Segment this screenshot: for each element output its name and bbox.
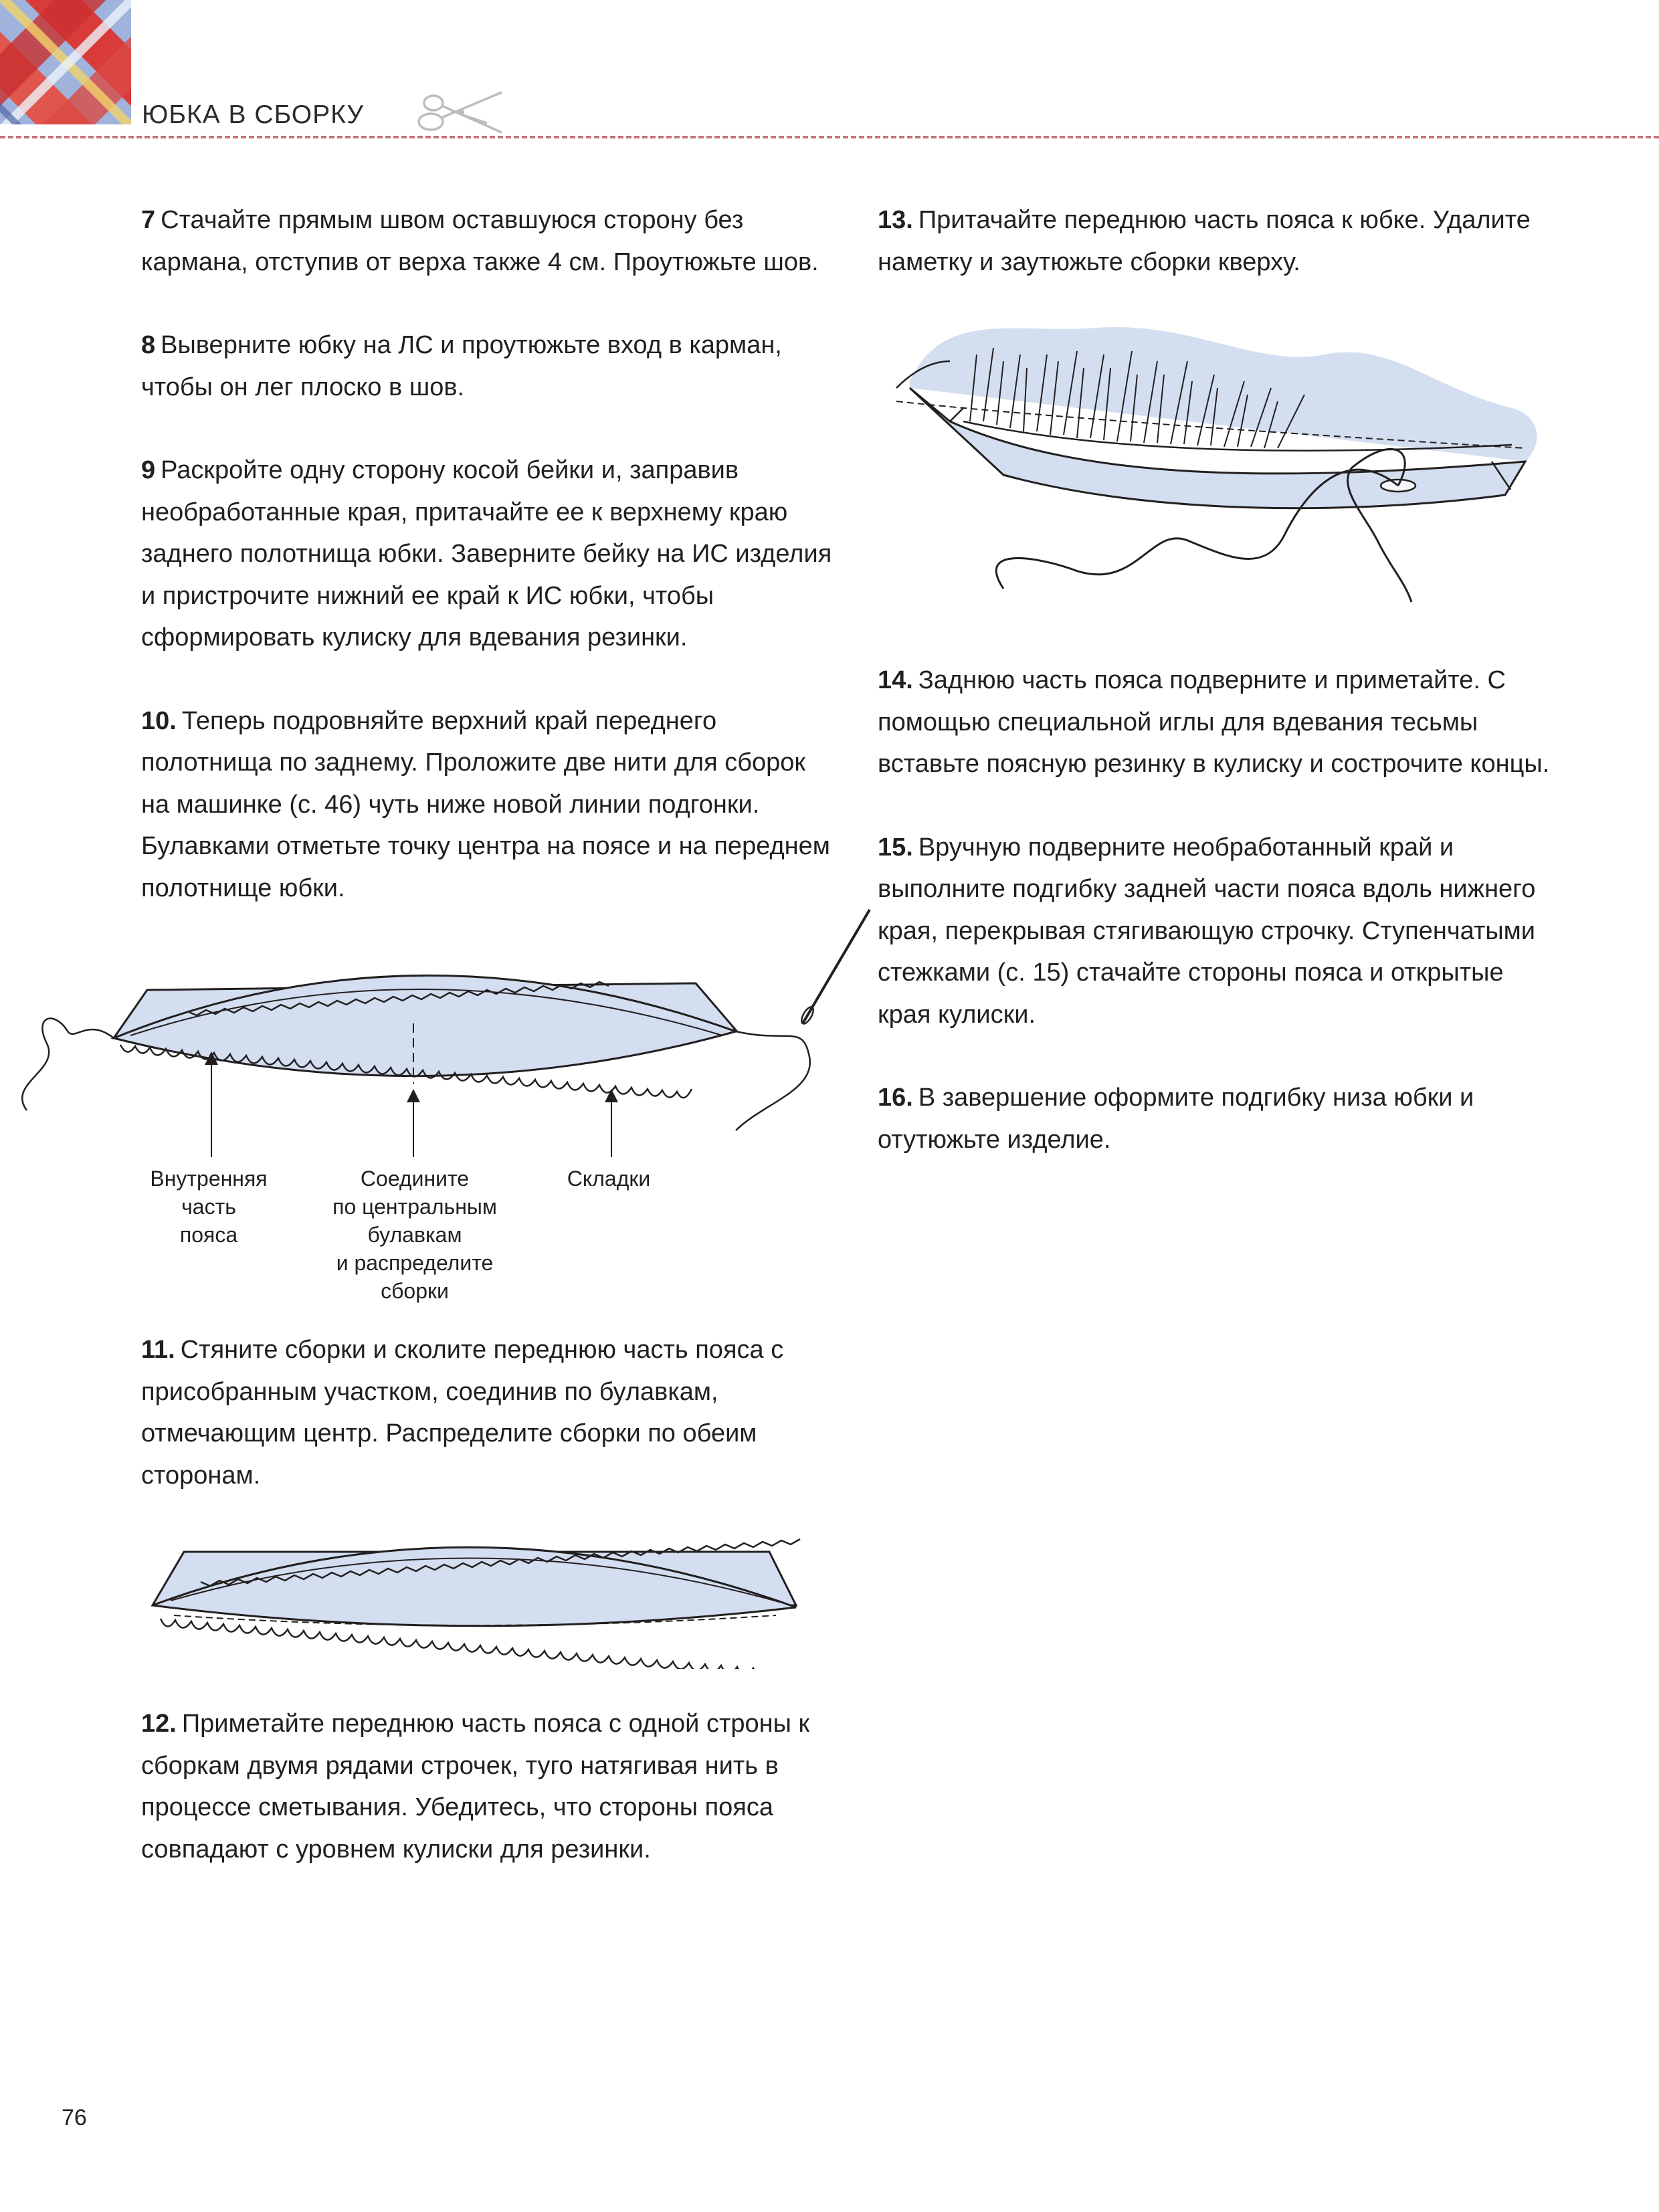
scissors-icon [413, 83, 504, 139]
step-16 [878, 1077, 1560, 1161]
section-title: ЮБКА В СБОРКУ [142, 100, 365, 129]
step-number: 12. [141, 1710, 177, 1738]
right-column-bottom [878, 660, 1560, 1161]
step-text: Теперь подровняйте верхний край переднего полотнища по заднему. Проложите две нити для сборок на машинке (с. 46) чуть ниже новой линии подгонки. Булавками отметьте точку центра на поясе и на переднем полотнище юбки. [141, 706, 830, 902]
label-line: Соедините [360, 1167, 470, 1191]
step-13-block [878, 199, 1560, 283]
step-7 [141, 199, 837, 283]
step-text: Приметайте переднюю часть пояса с одной строны к сборкам двумя рядами строчек, туго натягивая нить в процессе сметывания. Убедитесь, что стороны пояса совпадают с уровнем кулиски для резинки. [141, 1710, 810, 1864]
label-line: пояса [179, 1223, 238, 1247]
label-line: сборки [381, 1279, 449, 1303]
step-number: 11. [141, 1336, 175, 1364]
step-number: 13. [878, 206, 913, 234]
step-number: 15. [878, 833, 913, 862]
step-9 [141, 449, 837, 659]
step-text: Заднюю часть пояса подверните и приметайте. С помощью специальной иглы для вдевания тесьмы вставьте поясную резинку в кулиску и сострочите концы. [878, 666, 1550, 778]
step-text: Стяните сборки и сколите переднюю часть пояса с присобранным участком, соединив по булавкам, отмечающим центр. Распределите сборки по обеим сторонам. [141, 1336, 784, 1490]
label-line: часть [181, 1195, 236, 1219]
step-number: 16. [878, 1084, 913, 1112]
step-text: Раскройте одну сторону косой бейки и, заправив необработанные края, притачайте ее к верхнему краю заднего полотнища юбки. Заверните бейку на ИС изделия и пристрочите нижний ее край к ИС юбки, чтобы сформировать кулиску для вдевания резинки. [141, 456, 832, 651]
step-text: Вручную подверните необработанный край и выполните подгибку задней части пояса вдоль нижнего края, перекрывая стягивающую строчку. Ступенчатыми стежками (с. 15) стачайте стороны пояса и открытые края кулиски. [878, 833, 1536, 1029]
header-divider [0, 136, 1659, 138]
step-text: Притачайте переднюю часть пояса к юбке. Удалите наметку и заутюжьте сборки кверху. [878, 206, 1531, 276]
label-line: Складки [567, 1167, 651, 1191]
step-number: 10. [141, 706, 177, 735]
step-8 [141, 324, 837, 408]
step-text: Выверните юбку на ЛС и проутюжьте вход в карман, чтобы он лег плоско в шов. [141, 331, 782, 401]
figure-pinned-waistband [147, 1502, 816, 1669]
label-line: по центральным [332, 1195, 497, 1219]
step-text: В завершение оформите подгибку низа юбки и отутюжьте изделие. [878, 1084, 1474, 1154]
step-number: 9 [141, 456, 156, 484]
label-line: и распределите [336, 1251, 494, 1275]
left-column-top [141, 199, 837, 909]
step-number: 7 [141, 206, 156, 234]
label-inner-waistband [142, 1165, 276, 1249]
figure-gathering-pins [13, 890, 883, 1157]
step-number: 14. [878, 666, 913, 694]
step-13 [878, 199, 1560, 283]
step-11 [141, 1329, 837, 1496]
step-12-block [141, 1703, 837, 1870]
label-join-center [314, 1165, 515, 1305]
step-14 [878, 660, 1560, 785]
page-number: 76 [62, 2105, 87, 2130]
label-folds [549, 1165, 669, 1193]
step-12 [141, 1703, 837, 1870]
label-line: Внутренняя [150, 1167, 268, 1191]
figure-elastic-thread [883, 314, 1545, 622]
step-15 [878, 827, 1560, 1036]
label-line: булавкам [367, 1223, 462, 1247]
step-10 [141, 700, 837, 910]
plaid-fabric-swatch [0, 0, 131, 124]
step-text: Стачайте прямым швом оставшуюся сторону без кармана, отступив от верха также 4 см. Проутюжьте шов. [141, 206, 819, 276]
step-11-block [141, 1329, 837, 1496]
step-number: 8 [141, 331, 156, 359]
